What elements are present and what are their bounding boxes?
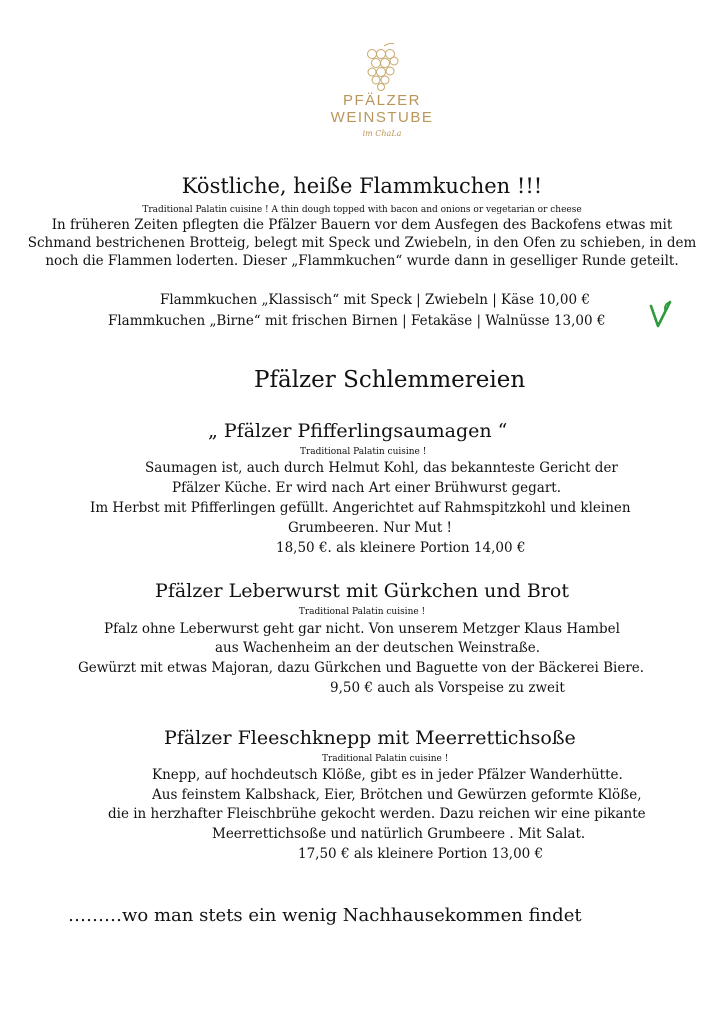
dish1-line-2: Pfälzer Küche. Er wird nach Art einer Brühwurst gegart. <box>172 480 562 496</box>
vegetarian-icon <box>648 298 674 330</box>
footer-slogan: ………wo man stets ein wenig Nachhausekommen findet <box>68 905 582 926</box>
dish2-title: Pfälzer Leberwurst mit Gürkchen und Brot <box>155 580 569 602</box>
dish2-line-2: aus Wachenheim an der deutschen Weinstraße. <box>215 640 540 656</box>
dish3-price: 17,50 € als kleinere Portion 13,00 € <box>298 846 544 862</box>
dish2-subtitle: Traditional Palatin cuisine ! <box>298 607 426 617</box>
dish1-title: „ Pfälzer Pfifferlingsaumagen “ <box>208 420 508 442</box>
flammkuchen-item-birne: Flammkuchen „Birne“ mit frischen Birnen | Fetakäse | Walnüsse 13,00 € <box>108 313 606 329</box>
dish3-subtitle: Traditional Palatin cuisine ! <box>322 754 449 764</box>
dish1-line-4: Grumbeeren. Nur Mut ! <box>288 520 452 536</box>
flammkuchen-desc-2: Schmand bestrichenen Brotteig, belegt mit Speck und Zwiebeln, in den Ofen zu schieben, in dem <box>27 235 697 251</box>
flammkuchen-desc-3: noch die Flammen loderten. Dieser „Flammkuchen“ wurde dann in geselliger Runde geteilt. <box>45 253 679 269</box>
dish2-line-3: Gewürzt mit etwas Majoran, dazu Gürkchen und Baguette von der Bäckerei Biere. <box>78 660 645 676</box>
dish2-line-1: Pfalz ohne Leberwurst geht gar nicht. Von unserem Metzger Klaus Hambel <box>104 621 620 637</box>
flammkuchen-item-klassisch: Flammkuchen „Klassisch“ mit Speck | Zwiebeln | Käse 10,00 € <box>160 292 590 308</box>
flammkuchen-title: Köstliche, heiße Flammkuchen !!! <box>181 174 543 198</box>
dish3-line-2: Aus feinstem Kalbshack, Eier, Brötchen und Gewürzen geformte Klöße, <box>152 787 642 803</box>
dish3-line-3: die in herzhafter Fleischbrühe gekocht werden. Dazu reichen wir eine pikante <box>108 806 646 822</box>
dish1-line-1: Saumagen ist, auch durch Helmut Kohl, das bekannteste Gericht der <box>145 460 618 476</box>
dish1-subtitle: Traditional Palatin cuisine ! <box>300 447 427 457</box>
logo-line1: PFÄLZER <box>342 92 421 109</box>
flammkuchen-subtitle: Traditional Palatin cuisine ! A thin dough topped with bacon and onions or vegetarian or cheese <box>142 205 582 215</box>
dish2-price: 9,50 € auch als Vorspeise zu zweit <box>330 680 565 696</box>
logo <box>312 40 452 138</box>
dish1-line-3: Im Herbst mit Pfifferlingen gefüllt. Angerichtet auf Rahmspitzkohl und kleinen <box>90 500 631 516</box>
section-title: Pfälzer Schlemmereien <box>254 367 526 393</box>
dish3-line-1: Knepp, auf hochdeutsch Klöße, gibt es in jeder Pfälzer Wanderhütte. <box>152 767 623 783</box>
dish3-line-4: Meerrettichsoße und natürlich Grumbeere . Mit Salat. <box>212 826 586 842</box>
logo-line3: im ChaLa <box>362 129 402 138</box>
dish1-price: 18,50 €. als kleinere Portion 14,00 € <box>276 540 526 556</box>
flammkuchen-desc-1: In früheren Zeiten pflegten die Pfälzer Bauern vor dem Ausfegen des Backofens etwas mit <box>51 217 673 233</box>
grape-icon <box>360 40 404 92</box>
logo-line2: WEINSTUBE <box>330 109 434 126</box>
dish3-title: Pfälzer Fleeschknepp mit Meerrettichsoße <box>164 727 576 749</box>
